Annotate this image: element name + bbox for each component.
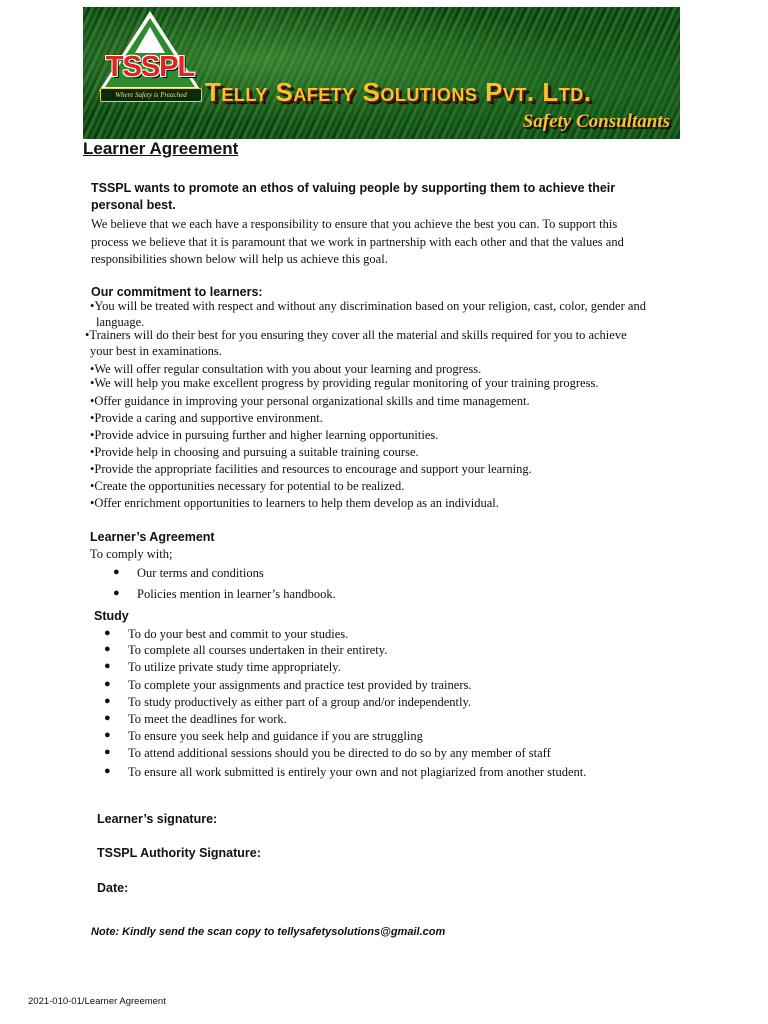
tsspl-logo [95, 9, 205, 109]
bullet-icon: ● [104, 660, 111, 672]
bullet-icon: ● [104, 678, 111, 690]
list-item: •Offer enrichment opportunities to learners to help them develop as an individual. [90, 496, 499, 510]
bullet-icon: ● [104, 765, 111, 777]
scan-copy-note: Note: Kindly send the scan copy to tellysafetysolutions@gmail.com [91, 926, 446, 938]
list-item: •Offer guidance in improving your personal organizational skills and time management. [90, 394, 530, 408]
bullet-icon: ● [104, 695, 111, 707]
list-item: •Provide a caring and supportive environment. [90, 411, 323, 425]
document-footer: 2021-010-01/Learner Agreement [28, 996, 166, 1007]
commitment-heading: Our commitment to learners: [91, 285, 263, 299]
authority-signature-label: TSSPL Authority Signature: [97, 846, 261, 860]
list-item: •We will help you make excellent progress by providing regular monitoring of your training progress. [90, 376, 599, 390]
list-item: •Provide the appropriate facilities and resources to encourage and support your learning. [90, 462, 532, 476]
intro-paragraph: We believe that we each have a responsibility to ensure that you achieve the best you can. To support this process we believe that it is paramount that we work in partnership with each other and that the values and responsibilities shown below will help us achieve this goal. [91, 217, 624, 266]
list-item: •Provide help in choosing and pursuing a suitable training course. [90, 445, 419, 459]
list-item: •Trainers will do their best for you ensuring they cover all the material and skills required for you to achieve your best in examinations. [85, 328, 627, 358]
bullet-icon: ● [113, 587, 120, 599]
intro-statement: TSSPL wants to promote an ethos of valuing people by supporting them to achieve their personal best. [91, 181, 616, 212]
learner-agreement-heading: Learner’s Agreement [90, 530, 215, 544]
header-banner [83, 7, 680, 139]
company-name: Telly Safety Solutions Pvt. Ltd. [205, 77, 592, 107]
logo-tagline: Where Safety is Preached [100, 88, 202, 102]
bullet-icon: ● [113, 566, 120, 578]
list-item: •You will be treated with respect and without any discrimination based on your religion, cast, color, gender and language. [90, 299, 646, 329]
date-label: Date: [97, 881, 129, 895]
bullet-icon: ● [104, 627, 111, 639]
bullet-icon: ● [104, 643, 111, 655]
company-subtitle: Safety Consultants [522, 111, 670, 132]
bullet-icon: ● [104, 729, 111, 741]
bullet-icon: ● [104, 712, 111, 724]
study-heading: Study [94, 609, 129, 623]
list-item: •Create the opportunities necessary for potential to be realized. [90, 479, 405, 493]
logo-wordmark: TSSPL [105, 51, 195, 83]
bullet-icon: ● [104, 746, 111, 758]
learner-signature-label: Learner’s signature: [97, 812, 218, 826]
comply-intro: To comply with; [90, 547, 173, 561]
list-item: •We will offer regular consultation with you about your learning and progress. [90, 362, 482, 376]
page-title: Learner Agreement [83, 139, 239, 158]
list-item: •Provide advice in pursuing further and higher learning opportunities. [90, 428, 439, 442]
